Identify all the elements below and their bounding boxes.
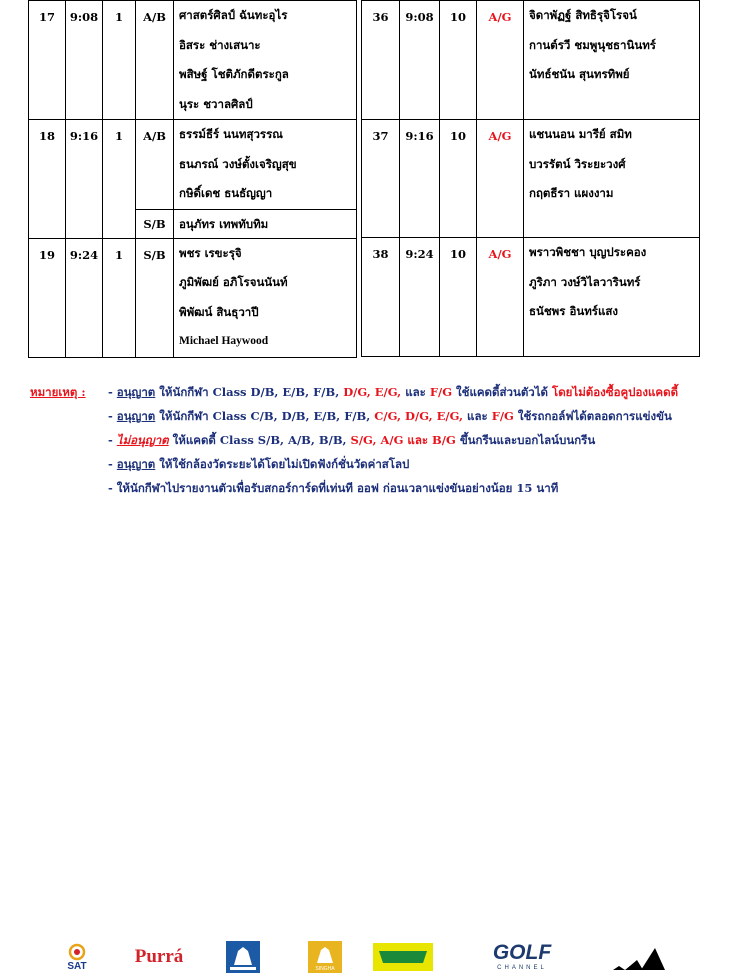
player-name: แชนนอน มารีย์ สมิท bbox=[529, 127, 632, 141]
player-name: ธนภรณ์ วงษ์ตั้งเจริญสุข bbox=[179, 156, 297, 171]
player-name: กฤตธีรา แผงงาม bbox=[529, 186, 614, 200]
player-name: พิพัฒน์ สินธุวาปี bbox=[179, 304, 259, 319]
remarks-label: หมายเหตุ : bbox=[30, 385, 86, 399]
player-name: ธรรม์ธีร์ นนทสุวรรณ bbox=[179, 127, 283, 141]
tee-number: 10 bbox=[440, 238, 477, 357]
player-names bbox=[174, 238, 357, 357]
singha-logo bbox=[306, 940, 344, 974]
adidas-logo bbox=[610, 940, 668, 974]
class-cell: A/G bbox=[477, 120, 524, 238]
player-names bbox=[524, 238, 700, 357]
tee-time: 9:24 bbox=[66, 238, 103, 357]
remark-text: - ให้นักกีฬาไปรายงานตัวเพื่อรับสกอร์การ์ดที่เท่นที ออฟ ก่อนเวลาแข่งขันอย่างน้อย 15 นาที bbox=[108, 481, 559, 495]
golf-channel-logo: GOLF CHANNEL bbox=[492, 941, 552, 971]
player-name: กษิดิ์เดช ธนธัญญา bbox=[179, 186, 273, 200]
class-cell: A/G bbox=[477, 238, 524, 357]
table-row bbox=[29, 120, 357, 210]
group-number: 38 bbox=[362, 238, 400, 357]
player-names bbox=[524, 1, 700, 120]
remark-text: และ bbox=[401, 385, 430, 399]
player-names bbox=[174, 120, 357, 210]
allow-text: อนุญาต bbox=[116, 385, 156, 399]
group-number: 37 bbox=[362, 120, 400, 238]
class-cell: S/B bbox=[136, 238, 174, 357]
player-name: ภูริภา วงษ์วิไลวารินทร์ bbox=[529, 274, 641, 289]
class-cell: S/B bbox=[136, 209, 174, 238]
player-name: พสิษฐ์ โชติภักดีตระกูล bbox=[179, 67, 289, 81]
tee-time: 9:08 bbox=[66, 1, 103, 120]
table-row bbox=[362, 1, 700, 120]
tee-number: 1 bbox=[103, 238, 136, 357]
sponsor-bar bbox=[0, 936, 729, 978]
player-name: ธนัชพร อินทร์แสง bbox=[529, 304, 619, 318]
adidas-stripes-icon bbox=[611, 942, 667, 972]
table-row bbox=[362, 120, 700, 238]
tee-time: 9:16 bbox=[400, 120, 440, 238]
bullet: - bbox=[108, 457, 117, 471]
remark-line-1 bbox=[30, 380, 678, 404]
player-names bbox=[524, 120, 700, 238]
player-name: อิสระ ช่างเสนาะ bbox=[179, 37, 261, 52]
bullet: - bbox=[108, 385, 117, 399]
sat-emblem-icon bbox=[65, 942, 89, 962]
tee-number: 1 bbox=[103, 1, 136, 120]
remark-text: ใช้รถกอล์ฟได้ตลอดการแข่งขัน bbox=[513, 409, 672, 423]
remark-text: ให้ใช้กล้องวัดระยะได้โดยไม่เปิดฟังก์ชั่นวัดค่าสโลป bbox=[155, 457, 410, 471]
remarks-section bbox=[30, 380, 678, 500]
tee-time: 9:16 bbox=[66, 120, 103, 239]
class-cell: A/G bbox=[477, 1, 524, 120]
group-number: 17 bbox=[29, 1, 66, 120]
table-row bbox=[362, 238, 700, 357]
brand-banner-icon bbox=[373, 943, 433, 971]
remark-line-4 bbox=[30, 452, 678, 476]
group-number: 19 bbox=[29, 238, 66, 357]
class-cell: A/B bbox=[136, 1, 174, 120]
class-cell: A/B bbox=[136, 120, 174, 210]
not-allow-text: ไม่อนุญาต bbox=[116, 433, 169, 447]
remark-line-2 bbox=[30, 404, 678, 428]
player-name: นุระ ชวาลศิลป์ bbox=[179, 96, 253, 111]
tee-time: 9:24 bbox=[400, 238, 440, 357]
group-number: 18 bbox=[29, 120, 66, 239]
tee-number: 1 bbox=[103, 120, 136, 239]
remark-text: ใช้แคดดี้ส่วนตัวได้ bbox=[452, 385, 553, 399]
beer-brand-logo bbox=[373, 940, 433, 974]
left-schedule-table bbox=[28, 0, 357, 358]
player-name: จิดาพัฏฐ์ สิทธิรุจิโรจน์ bbox=[529, 8, 637, 22]
player-names bbox=[174, 1, 357, 120]
remark-line-3 bbox=[30, 428, 678, 452]
remark-text: ให้นักกีฬา Class D/B, E/B, F/B, bbox=[155, 385, 344, 399]
bullet: - bbox=[108, 409, 117, 423]
tee-number: 10 bbox=[440, 120, 477, 238]
remark-text: ให้แคดดี้ Class S/B, A/B, B/B, bbox=[168, 433, 351, 447]
remark-line-5 bbox=[30, 476, 678, 500]
sat-logo: SAT bbox=[58, 940, 96, 974]
remark-highlight: S/G, A/G และ B/G bbox=[350, 433, 456, 447]
allow-text: อนุญาต bbox=[116, 409, 156, 423]
tee-number: 10 bbox=[440, 1, 477, 120]
tee-time: 9:08 bbox=[400, 1, 440, 120]
remark-highlight: โดยไม่ต้องซื้อคูปองแคดดี้ bbox=[552, 385, 679, 399]
remark-highlight: D/G, E/G, bbox=[343, 385, 402, 399]
player-names bbox=[174, 209, 357, 238]
bullet: - bbox=[108, 433, 117, 447]
remark-text: ขึ้นกรีนและบอกไลน์บนกรีน bbox=[455, 433, 596, 447]
player-name: กานต์รวี ชมพูนุชธานินทร์ bbox=[529, 37, 656, 52]
remark-highlight: F/G bbox=[491, 409, 514, 423]
player-name: Michael Haywood bbox=[179, 335, 269, 347]
player-name: ภูมิพัฒย์ อภิโรจนนันท์ bbox=[179, 275, 288, 289]
player-name: พราวพิชชา บุญประคอง bbox=[529, 245, 647, 259]
player-name: ศาสตร์ศิลป์ ฉันทะอุไร bbox=[179, 8, 288, 22]
singha-water-logo bbox=[224, 940, 262, 974]
player-name: อนุภัทร เทพทับทิม bbox=[179, 216, 269, 231]
group-number: 36 bbox=[362, 1, 400, 120]
purra-logo: Purrá bbox=[134, 946, 184, 967]
remark-text: ให้นักกีฬา Class C/B, D/B, E/B, F/B, bbox=[155, 409, 375, 423]
table-row bbox=[29, 238, 357, 357]
remark-text: และ bbox=[463, 409, 492, 423]
player-name: นัทธ์ชนัน สุนทรทิพย์ bbox=[529, 67, 630, 81]
player-name: บวรรัตน์ วิระยะวงศ์ bbox=[529, 156, 626, 171]
singha-gold-icon bbox=[308, 941, 342, 973]
singha-lion-icon bbox=[226, 941, 260, 973]
player-name: พชร เรขะรุจิ bbox=[179, 245, 242, 260]
right-schedule-table bbox=[361, 0, 700, 357]
allow-text: อนุญาต bbox=[116, 457, 156, 471]
remark-highlight: F/G bbox=[429, 385, 453, 399]
singha-text: SINGHA bbox=[315, 966, 335, 972]
remark-highlight: C/G, D/G, E/G, bbox=[374, 409, 464, 423]
table-row bbox=[29, 1, 357, 120]
